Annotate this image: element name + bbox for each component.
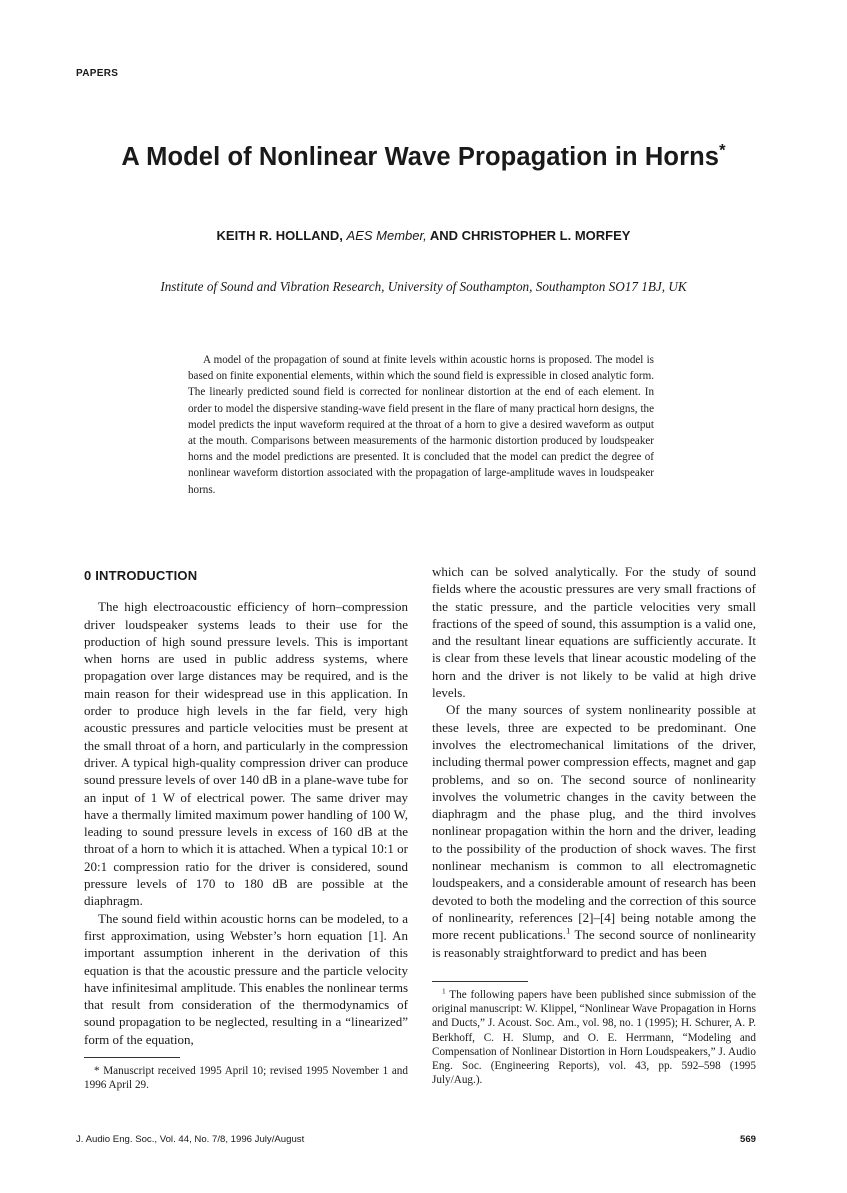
footnote-1 <box>432 988 756 1087</box>
page-number: 569 <box>739 1134 756 1145</box>
intro-paragraph-3: which can be solved analytically. For the study of sound fields where the acoustic pressures are very small fractions of the static pressure, and the particle velocities very small fractions of the speed of sound, this assumption is a valid one, and the resultant linear equations are sufficiently accurate. It is clear from these levels that linear acoustic modeling of the horn and the driver is not likely to be valid at high drive levels. <box>432 564 756 701</box>
footnote-1-text: The following papers have been published since submission of the original manuscript: W. Klippel, “Nonlinear Wave Propagation in Horns and Ducts,” J. Acoust. Soc. Am., vol. 98, no. 1 (1995); H. Schurer, A. P. Berkhoff, C. H. Slump, and O. E. Herrmann, “Modeling and Compensation of Nonlinear Distortion in Horn Loudspeakers,” J. Audio Eng. Soc. (Engineering Reports), vol. 43, pp. 592–598 (1995 July/Aug.). <box>432 989 756 1087</box>
footnote-rule-left <box>84 1057 180 1058</box>
author-first: KEITH R. HOLLAND, <box>216 228 343 243</box>
intro-paragraph-1: The high electroacoustic efficiency of horn–compression driver loudspeaker systems leads to their use for the production of high sound pressure levels. This is important when horns are used in public address systems, where propagation over large distances may be required, and is the main reason for their widespread use in this application. In order to produce high levels in the far field, very high acoustic pressures and particle velocities must be present at the small throat of a horn, and particularly in the compression driver. A typical high-quality compression driver can produce sound pressure levels of over 140 dB in a plane-wave tube for an input of 1 W of electrical power. The same driver may have a thermally limited maximum power handling of 100 W, leading to sound pressure levels in excess of 160 dB at the throat of a horn to which it is attached. When a typical 10:1 or 20:1 compression ratio for the driver is considered, sound pressure levels of 170 to 180 dB are possible at the diaphragm. <box>84 599 408 909</box>
section-heading-introduction: 0 INTRODUCTION <box>84 568 198 583</box>
title-footnote-mark: * <box>719 140 726 160</box>
journal-reference: J. Audio Eng. Soc., Vol. 44, No. 7/8, 1996 July/August <box>76 1134 305 1145</box>
intro-paragraph-4 <box>432 701 756 960</box>
intro-paragraph-2: The sound field within acoustic horns can be modeled, to a first approximation, using Webster’s horn equation [1]. An important assumption inherent in the derivation of this equation is that the acoustic pressure and the particle velocity have infinitesimal amplitude. This enables the nonlinear terms that result from consideration of the thermodynamics of sound propagation to be neglected, resulting in a “linearized” form of the equation, <box>84 910 408 1047</box>
footnote-left <box>84 1057 408 1092</box>
intro-paragraph-4-text-b: The second source of nonlinearity is reasonably straightforward to predict and has been <box>432 927 756 960</box>
author-role: AES Member, <box>346 228 427 243</box>
author-rest: AND CHRISTOPHER L. MORFEY <box>429 228 631 243</box>
intro-paragraph-4-text-a: Of the many sources of system nonlinearity possible at these levels, three are expected to be predominant. One involves the electromechanical limitations of the driver, including thermal power compression effects, magnet and gap problems, and so on. The second source of nonlinearity involves the volumetric changes in the cavity between the diaphragm and the phase plug, and the third involves nonlinear propagation within the horn and the driver, leading to the possibility of the production of shock waves. The first nonlinear mechanism is common to all electromagnetic loudspeakers, and a considerable amount of research has been devoted to both the modeling and the correction of this source of nonlinearity, references [2]–[4] being notable among the more recent publications. <box>432 702 756 943</box>
footnote-1-mark: 1 <box>442 987 446 996</box>
affiliation: Institute of Sound and Vibration Research, University of Southampton, Southampton SO17 1BJ, UK <box>160 279 687 294</box>
abstract: A model of the propagation of sound at finite levels within acoustic horns is proposed. The model is based on finite exponential elements, within which the sound field is expressible in closed analytic form. The linearly predicted sound field is corrected for nonlinear distortion at the end of each element. In order to model the dispersive standing-wave field present in the flare of many practical horn designs, the model predicts the input waveform required at the throat of a horn to give a desired waveform as output at the mouth. Comparisons between measurements of the harmonic distortion produced by loudspeaker horns and the model predictions are presented. It is concluded that the model can predict the degree of nonlinear waveform distortion associated with the propagation of large-amplitude waves in loudspeaker horns. <box>188 354 654 496</box>
footnote-ref-1: 1 <box>566 925 571 936</box>
author-line <box>0 228 847 243</box>
column-right <box>432 563 756 961</box>
paper-title-text: A Model of Nonlinear Wave Propagation in Horns <box>121 143 720 171</box>
paper-title <box>0 140 847 172</box>
footnote-right <box>432 981 756 1087</box>
section-label: PAPERS <box>76 68 119 79</box>
footnote-manuscript: * Manuscript received 1995 April 10; revised 1995 November 1 and 1996 April 29. <box>84 1065 408 1092</box>
footnote-rule-right <box>432 981 528 982</box>
column-left <box>84 563 408 1048</box>
